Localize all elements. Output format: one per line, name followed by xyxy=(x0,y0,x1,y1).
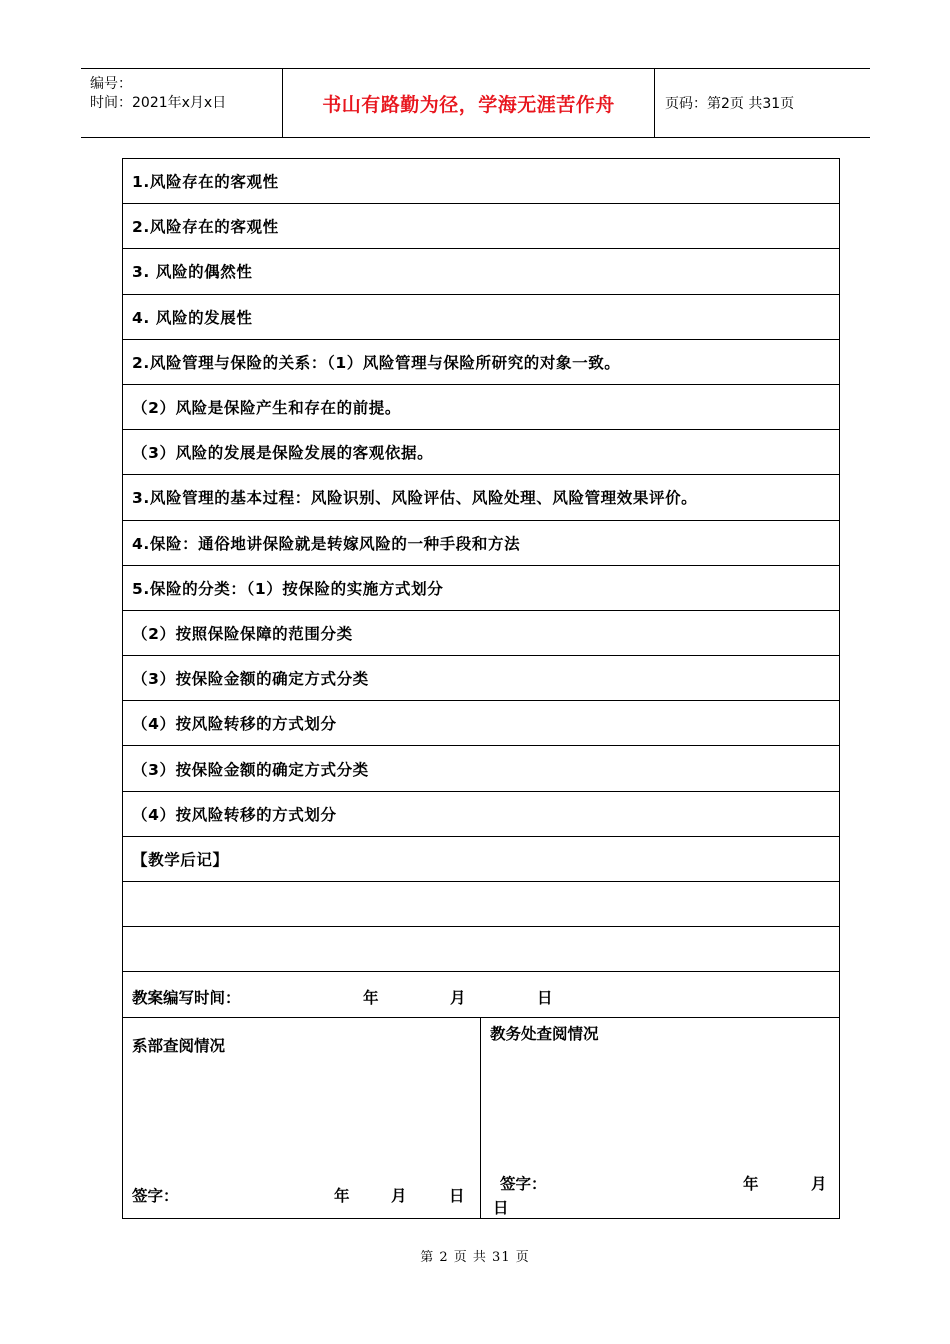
header-page-info: 页码：第2页 共31页 xyxy=(665,96,795,112)
academic-office-sign-day: 日 xyxy=(493,1198,509,1217)
department-review-title: 系部查阅情况 xyxy=(132,1036,226,1055)
table-row: 3. 风险的偶然性 xyxy=(123,249,839,294)
table-row: （2）风险是保险产生和存在的前提。 xyxy=(123,385,839,430)
header-motto: 书山有路勤为径，学海无涯苦作舟 xyxy=(283,69,655,137)
department-sign-month: 月 xyxy=(391,1186,407,1205)
table-row: （3）按保险金额的确定方式分类 xyxy=(123,656,839,701)
header-number-label: 编号： xyxy=(90,76,132,92)
lesson-plan-date-label: 教案编写时间： xyxy=(132,989,241,1008)
lesson-plan-date-row xyxy=(123,972,839,1017)
table-row: 5.保险的分类：（1）按保险的实施方式划分 xyxy=(123,566,839,611)
table-row: 4.保险：通俗地讲保险就是转嫁风险的一种手段和方法 xyxy=(123,521,839,566)
teaching-notes-heading: 【教学后记】 xyxy=(123,837,839,882)
table-row: （3）风险的发展是保险发展的客观依据。 xyxy=(123,430,839,475)
lesson-plan-month: 月 xyxy=(450,989,466,1008)
lesson-table xyxy=(122,158,840,1219)
table-row: （2）按照保险保障的范围分类 xyxy=(123,611,839,656)
lesson-plan-year: 年 xyxy=(363,989,379,1008)
academic-office-sign-month: 月 xyxy=(811,1174,827,1193)
page-footer: 第 2 页 共 31 页 xyxy=(420,1250,530,1265)
header-meta xyxy=(81,69,283,137)
academic-office-review-cell xyxy=(481,1018,839,1218)
department-sign-day: 日 xyxy=(449,1186,465,1205)
department-sign-label: 签字： xyxy=(132,1186,179,1205)
table-row: 3.风险管理的基本过程：风险识别、风险评估、风险处理、风险管理效果评价。 xyxy=(123,475,839,520)
table-row: （4）按风险转移的方式划分 xyxy=(123,701,839,746)
lesson-plan-day: 日 xyxy=(537,989,553,1008)
table-row: （4）按风险转移的方式划分 xyxy=(123,792,839,837)
academic-office-sign-year: 年 xyxy=(743,1174,759,1193)
review-section xyxy=(123,1018,839,1218)
table-row: （3）按保险金额的确定方式分类 xyxy=(123,746,839,791)
academic-office-review-title: 教务处查阅情况 xyxy=(490,1024,599,1043)
document-header xyxy=(81,68,870,138)
department-review-cell xyxy=(123,1018,481,1218)
table-row: 2.风险管理与保险的关系：（1）风险管理与保险所研究的对象一致。 xyxy=(123,340,839,385)
table-row: 4. 风险的发展性 xyxy=(123,295,839,340)
table-row: 1.风险存在的客观性 xyxy=(123,159,839,204)
teaching-notes-blank-row xyxy=(123,882,839,927)
header-time-label: 时间：2021年x月x日 xyxy=(90,95,227,111)
academic-office-sign-label: 签字： xyxy=(500,1174,547,1193)
teaching-notes-blank-row xyxy=(123,927,839,972)
table-row: 2.风险存在的客观性 xyxy=(123,204,839,249)
department-sign-year: 年 xyxy=(334,1186,350,1205)
